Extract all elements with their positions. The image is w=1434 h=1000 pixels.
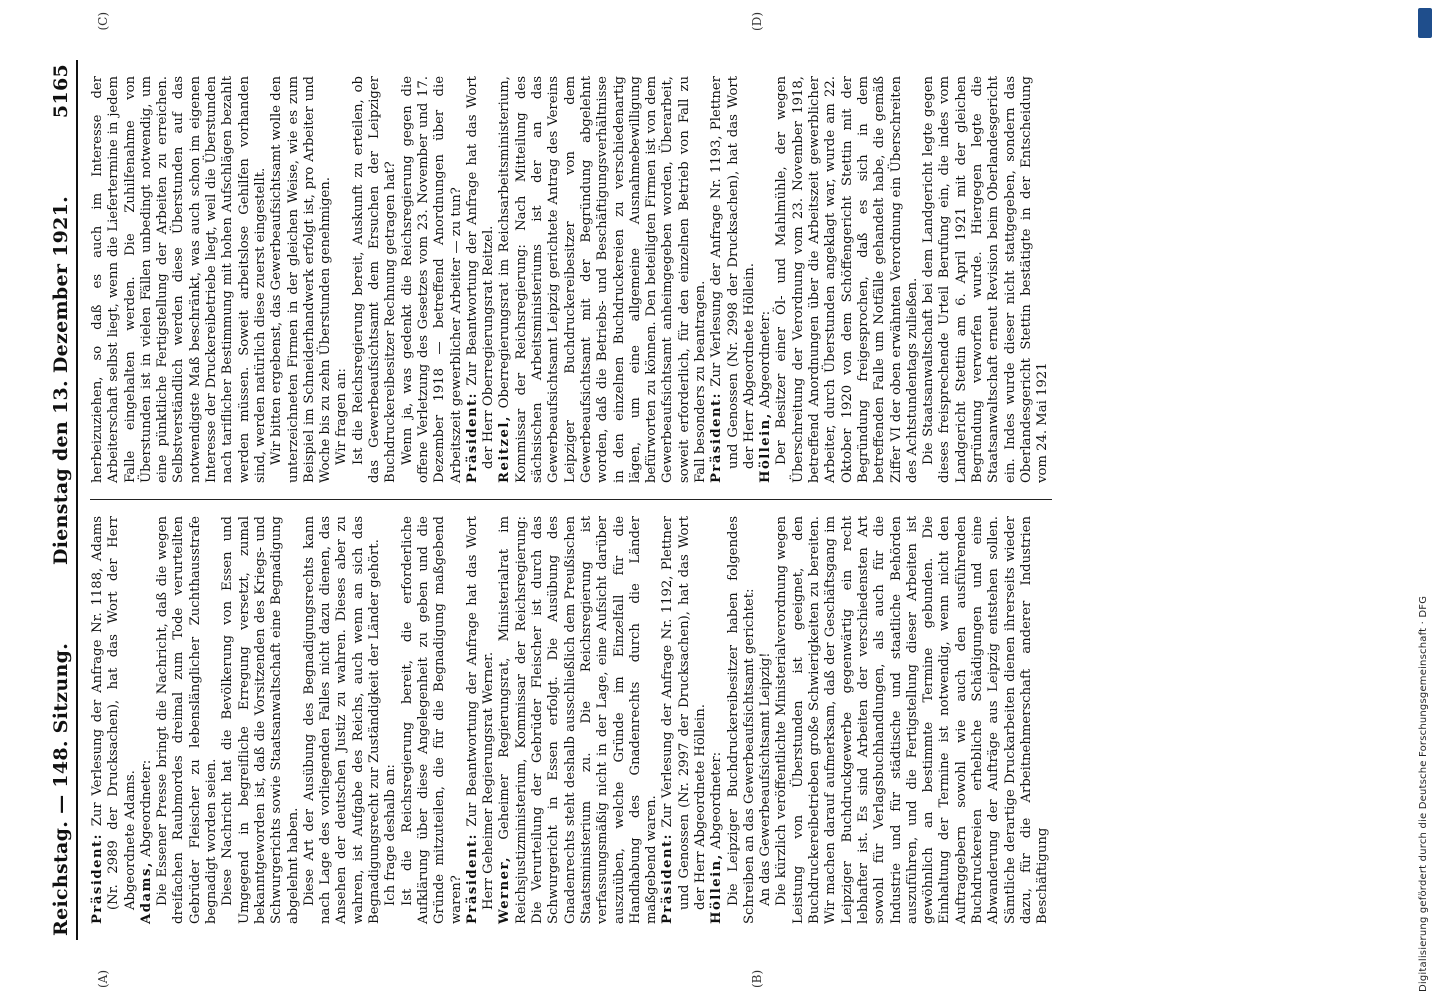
speaker-name: Adams,: [138, 861, 154, 924]
paragraph: [155, 516, 220, 924]
paragraph: [220, 516, 301, 924]
paragraph-text: Zur Verlesung der Anfrage Nr. 1193, Plettner und Genossen (Nr. 2998 der Drucksachen), hat das Wort der Herr Abgeordnete Höllein.: [709, 76, 757, 469]
paragraph-text: Oberregierungsrat im Reichsarbeitsministerium, Kommissar der Reichsregierung: Nach Mitteilung des sächsischen Arbeitsministeriums ist der an das Gewerbeaufsichtsamt Leipzig gerichtete Antrag des Vereins Leipziger Buchdruckereibesitzer von dem Gewerbeaufsichtsamt mit der Begründung abgelehnt worden, daß die Betriebs- und Beschäftigungsverhältnisse in den einzelnen Buchdruckereien zu verschiedenartig lägen, um eine allgemeine Ausnahmebewilligung befürworten zu können. Den beteiligten Firmen ist von dem Gewerbeaufsichtsamt anheimgegeben worden, Überarbeit, soweit erforderlich, für den einzelnen Betrieb von Fall zu Fall besonders zu beantragen.: [497, 76, 708, 483]
paragraph: [709, 76, 758, 483]
text-columns: [90, 12, 1052, 988]
paragraph: [726, 516, 759, 924]
paragraph: [758, 516, 774, 924]
paragraph-text: Ist die Reichsregierung bereit, die erforderliche Aufklärung über diese Angelegenheit zu geben und die Gründe mitzuteilen, die für die Begnadigung maßgebend waren?: [399, 516, 464, 924]
paragraph-text: Geheimer Regierungsrat, Ministerialrat im Reichsjustizministerium, Kommissar der Reichsregierung: Die Verurteilung der Gebrüder Fleischer ist durch das Schwurgericht in Essen erfolgt. Die Ausübung des Gnadenrechts steht deshalb ausschließlich dem Preußischen Staatsministerium zu. Die Reichsregierung ist verfassungsmäßig nicht in der Lage, eine Aufsicht darüber auszuüben, welche Gründe im Einzelfall für die Handhabung des Gnadenrechts durch die Länder maßgebend waren.: [497, 516, 660, 924]
digitization-note-text: Digitalisierung gefördert durch die Deutsche Forschungsgemeinschaft · DFG: [1418, 595, 1429, 992]
paragraph-text: Diese Nachricht hat die Bevölkerung von Essen und Umgegend in begreifliche Erregung versetzt, zumal bekanntgeworden ist, daß die Vorsitzenden des Kriegs- und Schwurgerichts sowie Staatsanwaltschaft eine Begnadigung abgelehnt haben.: [220, 516, 301, 924]
paragraph: [758, 76, 774, 483]
paragraph: [139, 516, 155, 924]
paragraph-text: herbeizuziehen, so daß es auch im Interesse der Arbeiterschaft selbst liegt, wenn die Liefertermine in jedem Falle eingehalten werden. Die Zuhilfenahme von Überstunden ist in vielen Fällen unbedingt notwendig, um eine pünktliche Fertigstellung der Arbeiten zu erreichen. Selbstverständlich werden diese Überstunden auf das notwendigste Maß beschränkt, was auch schon im eigenen Interesse der Druckereibetriebe liegt, weil die Überstunden nach tariflicher Bestimmung mit hohen Aufschlägen bezahlt werden müssen. Soweit arbeitslose Gehilfen vorhanden sind, werden natürlich diese zuerst eingestellt.: [90, 76, 268, 483]
paragraph-text: Zur Beantwortung der Anfrage hat das Wort der Herr Oberregierungsrat Reitzel.: [464, 76, 497, 469]
speaker-name: Präsident:: [464, 832, 480, 924]
speaker-name: Höllein,: [758, 412, 774, 483]
paragraph: [400, 76, 465, 483]
paragraph-text: Die Leipziger Buchdruckereibesitzer haben folgendes Schreiben an das Gewerbeaufsichtsamt gerichtet:: [725, 516, 757, 924]
paragraph-text: Abgeordneter:: [709, 751, 725, 854]
paragraph: [334, 76, 350, 483]
paragraph-text: Wir fragen an:: [334, 368, 350, 465]
paragraph-text: An das Gewerbeaufsichtsamt Leipzig!: [758, 652, 774, 906]
speaker-name: Präsident:: [660, 832, 676, 924]
margin-mark-d: (D): [750, 12, 764, 31]
paragraph-text: Zur Verlesung der Anfrage Nr. 1188, Adams (Nr. 2989 der Drucksachen), hat das Wort der Herr Abgeordnete Adams.: [90, 516, 138, 910]
paragraph-text: Die kürzlich veröffentlichte Ministerialverordnung wegen Leistung von Überstunden ist geeignet, den Buchdruckereibetrieben große Schwierigkeiten zu bereiten. Wir machen darauf aufmerksam, daß der Geschäftsgang im Leipziger Buchdruckgewerbe gegenwärtig ein recht lebhafter ist. Es sind Arbeiten der verschiedensten Art sowohl für Verlagsbuchhandlungen, als auch für die Industrie und für städtische und staatliche Behörden auszuführen, und die Fertigstellung dieser Arbeiten ist gewöhnlich an bestimmte Termine gebunden. Die Einhaltung der Termine ist notwendig, wenn nicht den Auftraggebern sowohl wie auch den ausführenden Buchdruckereien erhebliche Schädigungen und eine Abwanderung der Aufträge aus Leipzig entstehen sollen. Sämtliche derartige Druckarbeiten dienen ihrerseits wieder dazu, für die Arbeitnehmerschaft anderer Industrien Beschäftigung: [774, 516, 1051, 924]
margin-mark-b: (B): [750, 969, 764, 988]
paragraph: [465, 76, 498, 483]
paragraph-text: Zur Verlesung der Anfrage Nr. 1192, Plettner und Genossen (Nr. 2997 der Drucksachen), hat das Wort der Herr Abgeordnete Höllein.: [660, 516, 708, 910]
paragraph: [774, 76, 921, 483]
header-left: Reichstag. — 148. Sitzung.: [50, 642, 72, 936]
paragraph: [90, 516, 139, 924]
paragraph: [400, 516, 465, 924]
paragraph: [351, 76, 400, 483]
paragraph: [774, 516, 1051, 924]
header-center: Dienstag den 13. Dezember 1921.: [50, 195, 72, 566]
paragraph-text: Wir bitten ergebenst, das Gewerbeaufsichtsamt wolle den unterzeichneten Firmen in der gleichen Weise, wie es zum Beispiel im Schneiderhandwerk erfolgt ist, pro Arbeiter und Woche bis zu zehn Überstunden genehmigen.: [269, 76, 334, 483]
paragraph-text: Abgeordneter:: [138, 759, 154, 862]
paragraph-text: Ich frage deshalb an:: [383, 764, 399, 906]
speaker-name: Präsident:: [464, 391, 480, 483]
paragraph-text: Abgeordneter:: [758, 310, 774, 413]
paragraph: [383, 516, 399, 924]
paragraph: [302, 516, 383, 924]
speaker-name: Präsident:: [90, 832, 105, 924]
paragraph: [465, 516, 498, 924]
speaker-name: Werner,: [497, 855, 513, 924]
speaker-name: Höllein,: [709, 853, 725, 924]
paragraph: [497, 516, 660, 924]
paragraph: [921, 76, 1051, 483]
page-number: 5165: [50, 64, 72, 119]
speaker-name: Präsident:: [709, 391, 725, 483]
right-column: [90, 60, 1052, 500]
paragraph: [269, 76, 334, 483]
paragraph-text: Der Besitzer einer Öl- und Mahlmühle, der wegen Überschreitung der Verordnung vom 23. November 1918, betreffend Anordnungen über die Arbeitszeit gewerblicher Arbeiter, durch Überstunden angeklagt war, wurde am 22. Oktober 1920 von dem Schöffengericht Stettin mit der Begründung freigesprochen, daß es sich in dem betreffenden Falle um Notfälle gehandelt habe, die gemäß Ziffer VI der oben erwähnten Verordnung ein Überschreiten des Achtstundentags zuließen.: [774, 76, 920, 483]
paragraph: [497, 76, 709, 483]
paragraph: [709, 516, 725, 924]
paragraph-text: Die Essener Presse bringt die Nachricht, daß die wegen dreifachen Raubmordes dreimal zum Tode verurteilten Gebrüder Fleischer zu lebenslänglicher Zuchthausstrafe begnadigt worden seien.: [155, 516, 220, 924]
paragraph-text: Wenn ja, was gedenkt die Reichsregierung gegen die offene Verletzung des Gesetzes vom 23. November und 17. Dezember 1918 — betreffend Anordnungen über die Arbeitszeit gewerblicher Arbeiter — zu tun?: [399, 76, 464, 483]
margin-mark-a: (A): [96, 969, 110, 988]
paragraph-text: Diese Art der Ausübung des Begnadigungsrechts kann nach Lage des vorliegenden Falles nicht dazu dienen, das Ansehen der deutschen Justiz zu wahren. Dieses aber zu wahren, ist Aufgabe des Reichs, auch wenn an sich das Begnadigungsrecht zur Zuständigkeit der Länder gehört.: [301, 516, 383, 924]
paragraph: [660, 516, 709, 924]
paragraph-text: Die Staatsanwaltschaft bei dem Landgericht legte gegen dieses freisprechende Urteil Berufung ein, die indes vom Landgericht Stettin am 6. April 1921 mit der gleichen Begründung verworfen wurde. Hiergegen legte die Staatsanwaltschaft erneut Revision beim Oberlandesgericht ein. Indes wurde dieser nicht stattgegeben, sondern das Oberlandesgericht Stettin bestätigte in der Entscheidung vom 24. Mai 1921: [921, 76, 1051, 483]
paragraph: [90, 76, 269, 483]
paragraph-text: Ist die Reichsregierung bereit, Auskunft zu erteilen, ob das Gewerbeaufsichtsamt dem Ersuchen der Leipziger Buchdruckereibesitzer Rechnung getragen hat?: [350, 76, 399, 483]
digitization-note: [1418, 12, 1432, 992]
left-column: [90, 500, 1052, 940]
page-header: [50, 60, 78, 940]
margin-mark-c: (C): [96, 12, 110, 31]
speaker-name: Reitzel,: [497, 415, 513, 483]
paragraph-text: Zur Beantwortung der Anfrage hat das Wort Herr Geheimer Regierungsrat Werner.: [464, 516, 497, 910]
